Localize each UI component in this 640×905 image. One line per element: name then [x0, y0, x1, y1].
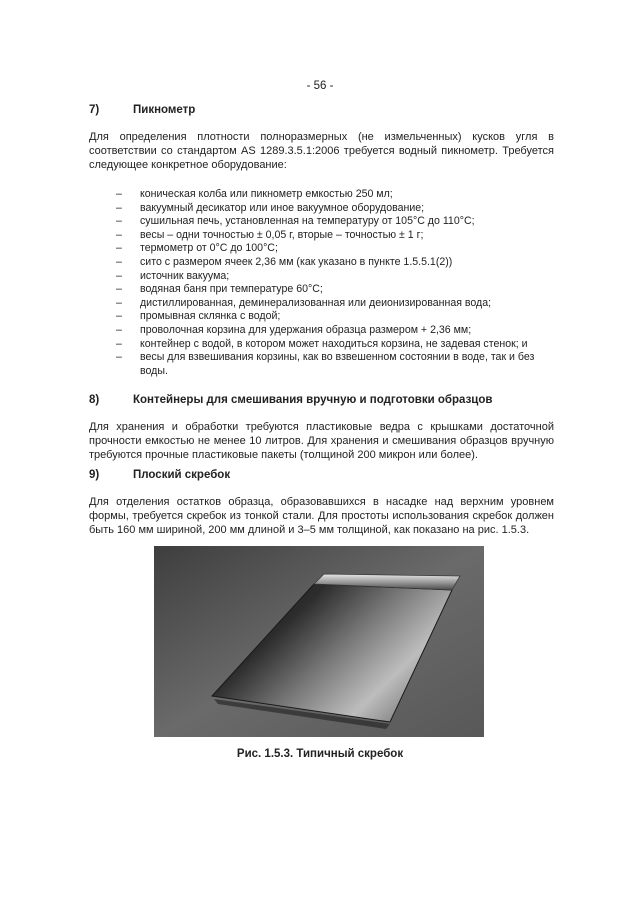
- equipment-list-item: [116, 215, 556, 229]
- equipment-item-text: весы – одни точностью ± 0,05 г, вторые – точностью ± 1 г;: [140, 228, 424, 241]
- list-bullet: –: [116, 201, 122, 214]
- section-7-title: Пикнометр: [133, 104, 196, 116]
- section-8-title: Контейнеры для смешивания вручную и подготовки образцов: [133, 394, 493, 406]
- section-7-heading: [89, 104, 195, 116]
- equipment-list-item: [116, 283, 556, 297]
- list-bullet: –: [116, 310, 122, 323]
- list-bullet: –: [116, 215, 122, 228]
- figure-caption: Рис. 1.5.3. Типичный скребок: [236, 748, 404, 760]
- equipment-item-text: весы для взвешивания корзины, как во взвешенном состоянии в воде, так и без воды.: [140, 351, 535, 377]
- list-bullet: –: [116, 255, 122, 268]
- list-bullet: –: [116, 337, 122, 350]
- equipment-item-text: коническая колба или пикнометр емкостью 250 мл;: [140, 188, 393, 200]
- equipment-item-text: водяная баня при температуре 60°С;: [140, 283, 323, 296]
- list-bullet: –: [116, 351, 122, 364]
- equipment-list-item: [116, 242, 556, 256]
- equipment-item-text: сито с размером ячеек 2,36 мм (как указано в пункте 1.5.5.1(2)): [140, 255, 453, 268]
- equipment-item-text: сушильная печь, установленная на температуру от 105°С до 110°С;: [140, 215, 475, 228]
- section-7-number: 7): [89, 104, 100, 116]
- equipment-list-item: [116, 188, 556, 202]
- equipment-list-item: [116, 256, 556, 270]
- equipment-item-text: проволочная корзина для удержания образца размером + 2,36 мм;: [140, 323, 472, 336]
- section-8-number: 8): [89, 394, 100, 406]
- list-bullet: –: [116, 283, 122, 296]
- list-bullet: –: [116, 242, 122, 255]
- scraper-photo: [154, 546, 484, 737]
- list-bullet: –: [116, 188, 122, 200]
- section-9-heading: [89, 469, 230, 481]
- equipment-list-item: [116, 297, 556, 311]
- equipment-item-text: промывная склянка с водой;: [140, 310, 281, 323]
- equipment-list-item: [116, 324, 556, 338]
- equipment-list-item: [116, 338, 556, 352]
- section-9-text: Для отделения остатков образца, образовавшихся в насадке над верхним уровнем формы, требуется скребок из тонкой стали. Для простоты использования скребок должен быть 160 мм шириной, 200 мм длиной и 3–5 мм толщиной, как показано на рис. 1.5.3.: [89, 496, 554, 536]
- equipment-item-text: вакуумный десикатор или иное вакуумное оборудование;: [140, 201, 425, 214]
- equipment-list-item: [116, 351, 556, 378]
- equipment-list-item: [116, 202, 556, 216]
- equipment-item-text: термометр от 0°С до 100°С;: [140, 242, 278, 255]
- list-bullet: –: [116, 269, 122, 282]
- equipment-list-item: [116, 229, 556, 243]
- list-bullet: –: [116, 296, 122, 309]
- section-8-text: Для хранения и обработки требуются пластиковые ведра с крышками достаточной прочности емкостью не менее 10 литров. Для хранения и смешивания образцов вручную требуются прочные пластиковые пакеты (толщиной 200 микрон или более).: [89, 421, 554, 461]
- equipment-list-item: [116, 310, 556, 324]
- equipment-list-item: [116, 270, 556, 284]
- list-bullet: –: [116, 323, 122, 336]
- section-7-intro: Для определения плотности полноразмерных (не измельченных) кусков угля в соответствии со стандартом AS 1289.3.5.1:2006 требуется водный пикнометр. Требуется следующее конкретное оборудование:: [89, 131, 554, 171]
- list-bullet: –: [116, 228, 122, 241]
- section-8-heading: [89, 394, 492, 406]
- equipment-list: [116, 188, 556, 378]
- equipment-item-text: дистиллированная, деминерализованная или деионизированная вода;: [140, 296, 492, 309]
- section-9-title: Плоский скребок: [133, 469, 231, 481]
- equipment-item-text: источник вакуума;: [140, 269, 230, 282]
- page-number: - 56 -: [306, 80, 334, 92]
- equipment-item-text: контейнер с водой, в котором может находиться корзина, не задевая стенок; и: [140, 337, 528, 350]
- section-9-number: 9): [89, 469, 100, 481]
